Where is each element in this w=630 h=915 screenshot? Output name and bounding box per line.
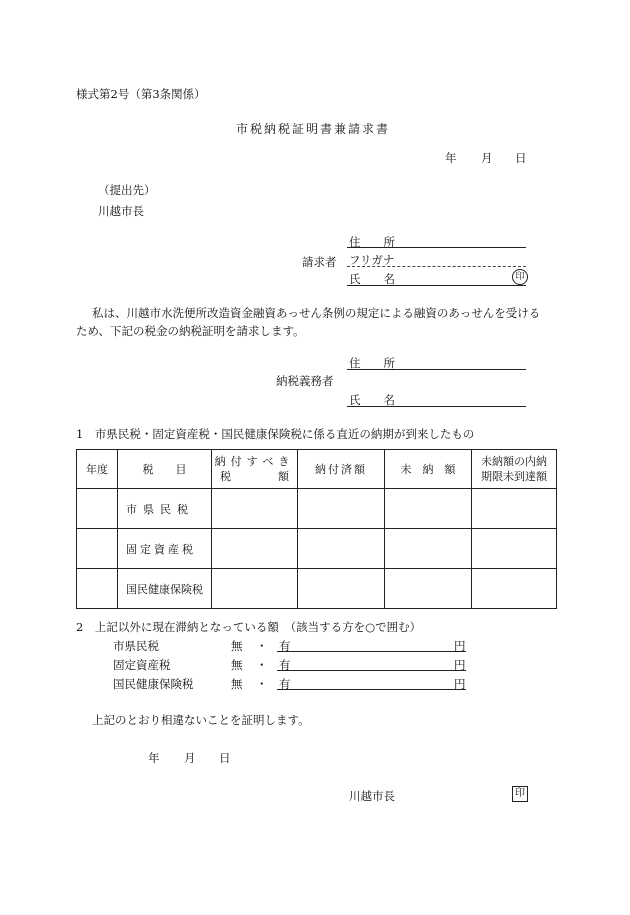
cell-unpaid[interactable] bbox=[385, 569, 472, 609]
requester-furigana-field[interactable] bbox=[347, 266, 526, 267]
arrears-none-option[interactable]: 無 bbox=[231, 658, 243, 672]
arrears-has-option[interactable]: 有 bbox=[279, 677, 291, 691]
arrears-separator: ・ bbox=[256, 658, 268, 672]
cell-tax-item: 国民健康保険税 bbox=[118, 569, 212, 609]
taxpayer-address-label: 住 所 bbox=[349, 356, 395, 370]
cell-tax-item: 固定資産税 bbox=[118, 529, 212, 569]
requester-seal-mark: 印 bbox=[512, 269, 528, 285]
cell-unpaid[interactable] bbox=[385, 529, 472, 569]
date-year-label: 年 bbox=[445, 151, 457, 165]
cell-year[interactable] bbox=[77, 569, 118, 609]
arrears-yen-unit: 円 bbox=[454, 658, 466, 672]
requester-name-label: 氏 名 bbox=[349, 272, 395, 286]
arrears-tax-name: 国民健康保険税 bbox=[113, 677, 194, 691]
recipient-name: 川越市長 bbox=[98, 204, 144, 218]
table-row bbox=[77, 529, 557, 569]
cell-unpaid-not-due[interactable] bbox=[472, 489, 557, 529]
header-unpaid-not-due bbox=[472, 450, 557, 489]
date-month-label: 月 bbox=[481, 151, 493, 165]
arrears-has-option[interactable]: 有 bbox=[279, 639, 291, 653]
requester-address-label: 住 所 bbox=[349, 235, 395, 249]
cell-unpaid-not-due[interactable] bbox=[472, 529, 557, 569]
arrears-none-option[interactable]: 無 bbox=[231, 677, 243, 691]
arrears-has-option[interactable]: 有 bbox=[279, 658, 291, 672]
arrears-amount-field[interactable] bbox=[277, 689, 466, 690]
header-unpaid-not-due-line1: 未納額の内納 bbox=[481, 455, 547, 468]
header-year: 年度 bbox=[77, 450, 118, 489]
cell-tax-item: 市県民税 bbox=[118, 489, 212, 529]
header-amount-due-amount: 額 bbox=[278, 470, 289, 483]
tax-table-header-row bbox=[77, 450, 557, 489]
cell-paid[interactable] bbox=[298, 529, 385, 569]
document-title: 市税納税証明書兼請求書 bbox=[236, 122, 391, 136]
arrears-yen-unit: 円 bbox=[454, 677, 466, 691]
taxpayer-address-field[interactable] bbox=[347, 369, 526, 370]
taxpayer-name-label: 氏 名 bbox=[349, 393, 395, 407]
header-unpaid: 未 納 額 bbox=[385, 450, 472, 489]
table-row bbox=[77, 569, 557, 609]
request-text-line2: ため、下記の税金の納税証明を請求します。 bbox=[76, 324, 305, 338]
requester-furigana-label: フリガナ bbox=[349, 253, 395, 267]
cell-paid[interactable] bbox=[298, 489, 385, 529]
arrears-amount-field[interactable] bbox=[277, 670, 466, 671]
requester-label: 請求者 bbox=[302, 255, 337, 269]
requester-name-field[interactable] bbox=[347, 285, 526, 286]
arrears-amount-field[interactable] bbox=[277, 651, 466, 652]
arrears-yen-unit: 円 bbox=[454, 639, 466, 653]
cert-date-day-label: 日 bbox=[219, 751, 231, 765]
requester-address-field[interactable] bbox=[347, 247, 526, 248]
issuer-name: 川越市長 bbox=[349, 789, 395, 803]
header-amount-due-tax: 税 bbox=[220, 470, 231, 483]
arrears-tax-name: 固定資産税 bbox=[113, 658, 171, 672]
cell-unpaid[interactable] bbox=[385, 489, 472, 529]
recipient-label: （提出先） bbox=[98, 183, 156, 197]
section1-heading: 1 市県民税・固定資産税・国民健康保険税に係る直近の納期が到来したもの bbox=[76, 427, 475, 441]
tax-table bbox=[76, 449, 557, 609]
form-label: 様式第2号（第3条関係） bbox=[76, 87, 206, 101]
request-text-line1: 私は、川越市水洗便所改造資金融資あっせん条例の規定による融資のあっせんを受ける bbox=[92, 306, 541, 320]
arrears-separator: ・ bbox=[256, 639, 268, 653]
cert-date-month-label: 月 bbox=[184, 751, 196, 765]
cell-amount-due[interactable] bbox=[212, 569, 298, 609]
cell-amount-due[interactable] bbox=[212, 489, 298, 529]
cert-date-year-label: 年 bbox=[148, 751, 160, 765]
header-tax-item: 税 目 bbox=[118, 450, 212, 489]
arrears-none-option[interactable]: 無 bbox=[231, 639, 243, 653]
cell-year[interactable] bbox=[77, 529, 118, 569]
header-amount-due-line1: 納付すべき bbox=[214, 455, 295, 468]
arrears-tax-name: 市県民税 bbox=[113, 639, 159, 653]
issuer-seal-mark: 印 bbox=[512, 786, 528, 802]
certify-text: 上記のとおり相違ないことを証明します。 bbox=[92, 713, 310, 727]
header-paid: 納付済額 bbox=[298, 450, 385, 489]
date-day-label: 日 bbox=[515, 151, 527, 165]
taxpayer-label: 納税義務者 bbox=[276, 374, 334, 388]
cell-paid[interactable] bbox=[298, 569, 385, 609]
cell-amount-due[interactable] bbox=[212, 529, 298, 569]
taxpayer-name-field[interactable] bbox=[347, 406, 526, 407]
cell-unpaid-not-due[interactable] bbox=[472, 569, 557, 609]
header-unpaid-not-due-line2: 期限未到達額 bbox=[481, 470, 547, 483]
arrears-separator: ・ bbox=[256, 677, 268, 691]
header-amount-due-line2 bbox=[212, 469, 297, 484]
header-amount-due bbox=[212, 450, 298, 489]
section2-heading: 2 上記以外に現在滞納となっている額 （該当する方を○で囲む） bbox=[76, 620, 422, 634]
table-row bbox=[77, 489, 557, 529]
cell-year[interactable] bbox=[77, 489, 118, 529]
